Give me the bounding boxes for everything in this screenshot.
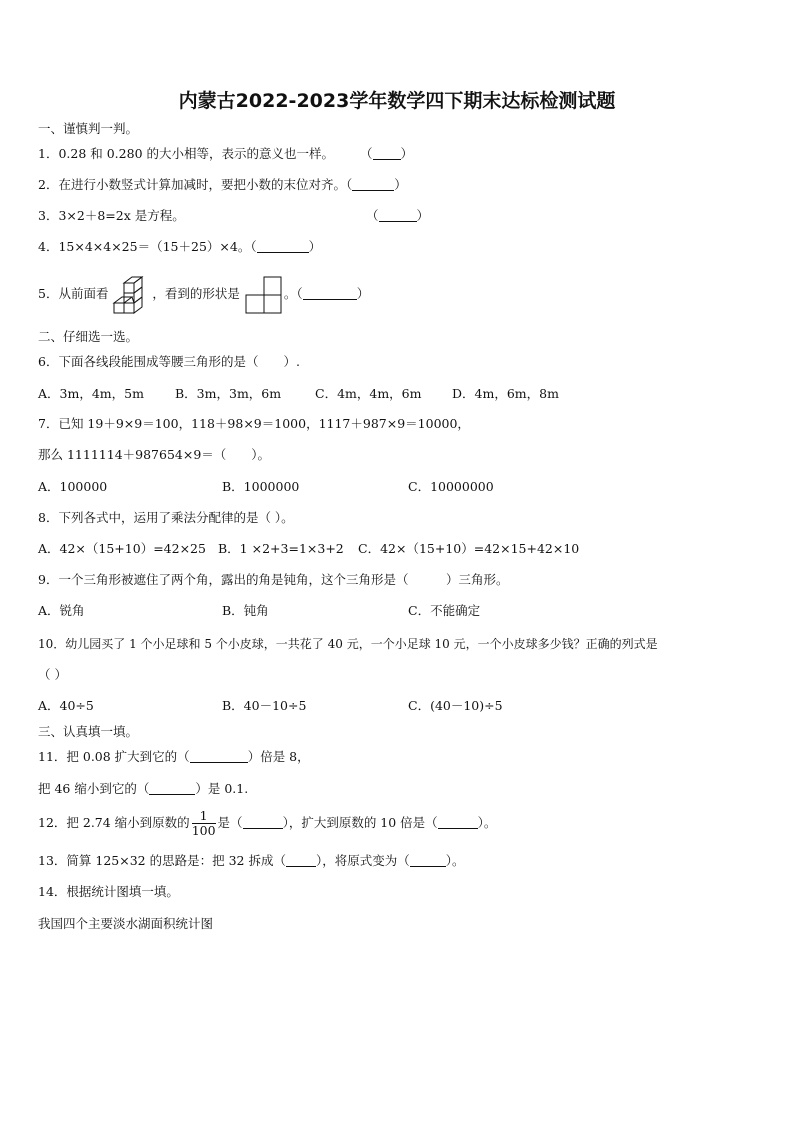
answer-blank[interactable] xyxy=(257,240,309,253)
option-10a[interactable]: A．40÷5 xyxy=(38,698,94,713)
option-10c[interactable]: C．(40－10)÷5 xyxy=(408,698,503,713)
section-heading-3: 三、认真填一填。 xyxy=(38,724,139,739)
question-8: 8．下列各式中，运用了乘法分配律的是（ ）。 xyxy=(38,510,294,525)
answer-blank[interactable] xyxy=(286,854,316,867)
question-10-line-2: （ ） xyxy=(38,667,67,682)
cube-stack-figure xyxy=(112,275,148,315)
answer-blank[interactable] xyxy=(373,147,401,160)
question-9: 9．一个三角形被遮住了两个角，露出的角是钝角，这个三角形是（ ）三角形。 xyxy=(38,572,509,587)
answer-blank[interactable] xyxy=(190,750,248,763)
question-7-line-1: 7．已知 19＋9×9＝100，118＋98×9＝1000，1117＋987×9＝10000， xyxy=(38,416,470,431)
section-heading-1: 一、谨慎判一判。 xyxy=(38,121,139,136)
question-2-text: 2．在进行小数竖式计算加减时，要把小数的末位对齐。（ xyxy=(38,177,353,192)
front-view-shape-figure xyxy=(244,275,284,315)
option-9b[interactable]: B．钝角 xyxy=(222,603,269,618)
question-2: 2．在进行小数竖式计算加减时，要把小数的末位对齐。（ ） xyxy=(38,177,407,192)
question-3 xyxy=(38,208,185,224)
question-3-text: 3．3×2＋8=2x 是方程。 xyxy=(38,208,185,223)
answer-blank[interactable] xyxy=(379,209,417,222)
question-10-line-1: 10．幼儿园买了 1 个小足球和 5 个小皮球，一共花了 40 元，一个小足球 10 元，一个小皮球多少钱？正确的列式是 xyxy=(38,637,658,651)
option-9a[interactable]: A．锐角 xyxy=(38,603,85,618)
question-7-line-2: 那么 1111114＋987654×9＝（ ）。 xyxy=(38,447,271,462)
option-8b[interactable]: B．1 ×2+3=1×3+2 xyxy=(218,541,344,556)
page-title: 内蒙古2022-2023学年数学四下期末达标检测试题 xyxy=(178,90,616,112)
question-12: 12．把 2.74 缩小到原数的 $\frac{1}{100}$ 是（ ），扩大到原数的 10 倍是（ ）。 xyxy=(38,808,497,838)
fraction-one-hundredth: $\frac{1}{100}$ xyxy=(191,808,216,838)
question-14: 14．根据统计图填一填。 xyxy=(38,884,179,899)
question-11-line-1: 11．把 0.08 扩大到它的（ ）倍是 8， xyxy=(38,749,310,764)
answer-blank[interactable] xyxy=(352,178,394,191)
section-heading-2: 二、仔细选一选。 xyxy=(38,329,139,344)
question-6: 6．下面各线段能围成等腰三角形的是（ ）. xyxy=(38,354,300,369)
option-8c[interactable]: C．42×（15+10）=42×15+42×10 xyxy=(358,541,580,556)
question-11-line-2: 把 46 缩小到它的（ ）是 0.1. xyxy=(38,781,249,796)
option-6c[interactable]: C．4m，4m，6m xyxy=(315,386,422,401)
question-4-text: 4．15×4×4×25＝（15＋25）×4。（ xyxy=(38,239,257,254)
answer-blank[interactable] xyxy=(149,782,195,795)
question-4: 4．15×4×4×25＝（15＋25）×4。（ ） xyxy=(38,239,322,254)
answer-blank[interactable] xyxy=(438,816,478,829)
option-6b[interactable]: B．3m，3m，6m xyxy=(175,386,282,401)
chart-caption: 我国四个主要淡水湖面积统计图 xyxy=(38,916,214,931)
answer-blank[interactable] xyxy=(243,816,283,829)
question-1: 1．0.28 和 0.280 的大小相等，表示的意义也一样。 （ ） xyxy=(38,146,414,161)
question-1-text: 1．0.28 和 0.280 的大小相等，表示的意义也一样。 xyxy=(38,146,334,161)
option-8a[interactable]: A．42×（15+10）=42×25 xyxy=(38,541,206,556)
question-5: 5．从前面看 ，看到的形状是 。（ ） xyxy=(38,272,369,316)
question-13: 13．简算 125×32 的思路是：把 32 拆成（ ），将原式变为（ ）。 xyxy=(38,853,465,868)
option-7a[interactable]: A．100000 xyxy=(38,479,108,494)
answer-blank[interactable] xyxy=(410,854,446,867)
option-10b[interactable]: B．40－10÷5 xyxy=(222,698,307,713)
option-7c[interactable]: C．10000000 xyxy=(408,479,494,494)
option-6d[interactable]: D．4m，6m，8m xyxy=(452,386,559,401)
question-3-answer: （ ） xyxy=(366,208,430,223)
option-6a[interactable]: A．3m，4m，5m xyxy=(38,386,144,401)
option-7b[interactable]: B．1000000 xyxy=(222,479,300,494)
answer-blank[interactable] xyxy=(303,287,357,300)
option-9c[interactable]: C．不能确定 xyxy=(408,603,481,618)
